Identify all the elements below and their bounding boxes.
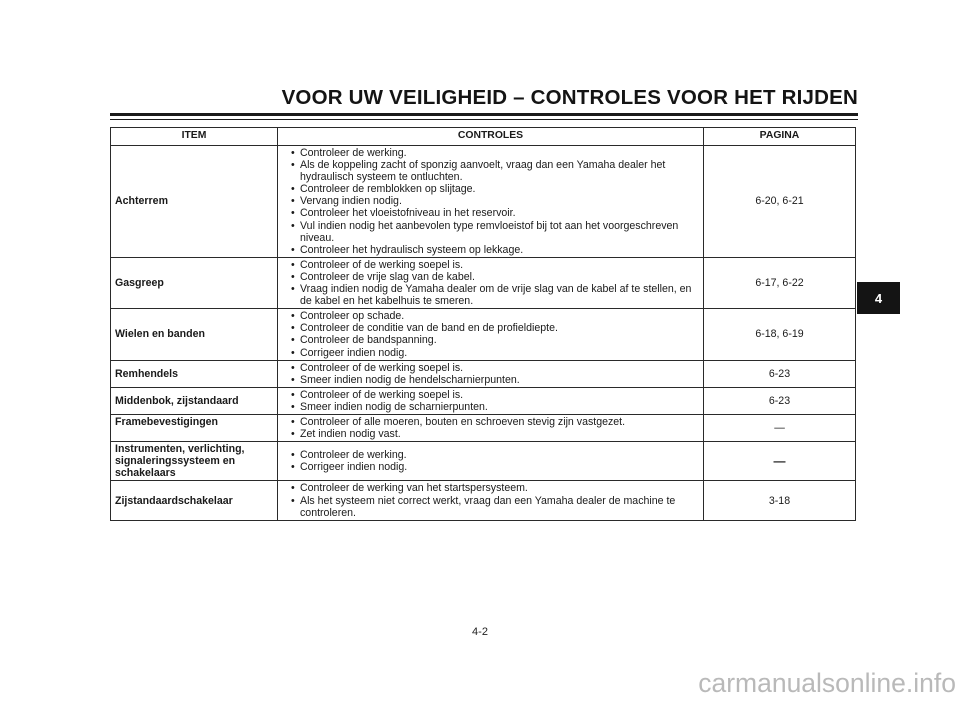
table-row: [111, 387, 856, 414]
check-item: • Controleer of de werking soepel is.: [291, 362, 700, 374]
row-item: Zijstandaardschakelaar: [111, 481, 278, 520]
check-item: • Controleer het vloeistofniveau in het reservoir.: [291, 207, 700, 219]
chapter-tab: 4: [857, 282, 900, 314]
row-checks: [278, 309, 704, 360]
row-checks: [278, 387, 704, 414]
row-page: —: [704, 442, 856, 481]
check-item: • Vraag indien nodig de Yamaha dealer om de vrije slag van de kabel af te stellen, en de kabel en het kabelhuis te smeren.: [291, 283, 700, 307]
check-item: • Controleer het hydraulisch systeem op lekkage.: [291, 244, 700, 256]
page-title: VOOR UW VEILIGHEID – CONTROLES VOOR HET RIJDEN: [281, 86, 858, 109]
row-item: Wielen en banden: [111, 309, 278, 360]
page-number: 4-2: [472, 626, 488, 638]
check-item: • Controleer de remblokken op slijtage.: [291, 183, 700, 195]
check-item: • Vervang indien nodig.: [291, 195, 700, 207]
check-item: • Corrigeer indien nodig.: [291, 461, 700, 473]
row-page: 6-17, 6-22: [704, 257, 856, 308]
row-item: Gasgreep: [111, 257, 278, 308]
table-row: [111, 257, 856, 308]
check-item: • Zet indien nodig vast.: [291, 428, 700, 440]
title-rule-thin: [110, 119, 858, 120]
row-checks: [278, 146, 704, 258]
check-item: • Als de koppeling zacht of sponzig aanvoelt, vraag dan een Yamaha dealer het hydraulisch systeem te ontluchten.: [291, 159, 700, 183]
table-row: [111, 481, 856, 520]
checks-table: [110, 127, 856, 521]
row-item: Achterrem: [111, 146, 278, 258]
check-item: • Smeer indien nodig de hendelscharnierpunten.: [291, 374, 700, 386]
row-checks: [278, 442, 704, 481]
check-item: • Controleer de conditie van de band en de profieldiepte.: [291, 322, 700, 334]
row-checks: [278, 360, 704, 387]
checks-table-container: [110, 127, 855, 521]
title-rule-thick: [110, 113, 858, 116]
check-item: • Controleer de werking.: [291, 449, 700, 461]
table-row: [111, 360, 856, 387]
row-page: 6-23: [704, 360, 856, 387]
check-item: • Controleer of de werking soepel is.: [291, 389, 700, 401]
check-item: • Controleer of alle moeren, bouten en schroeven stevig zijn vastgezet.: [291, 416, 700, 428]
row-item: Middenbok, zijstandaard: [111, 387, 278, 414]
row-checks: [278, 257, 704, 308]
table-row: [111, 146, 856, 258]
watermark: carmanualsonline.info: [698, 668, 956, 698]
column-header-checks: CONTROLES: [278, 128, 704, 146]
row-page: 6-18, 6-19: [704, 309, 856, 360]
row-checks: [278, 414, 704, 441]
column-header-item: ITEM: [111, 128, 278, 146]
check-item: • Controleer op schade.: [291, 310, 700, 322]
row-item: Framebevestigingen: [111, 414, 278, 441]
row-item: Remhendels: [111, 360, 278, 387]
check-item: • Controleer de werking.: [291, 147, 700, 159]
table-row: [111, 414, 856, 441]
row-page: 6-23: [704, 387, 856, 414]
check-item: • Controleer de vrije slag van de kabel.: [291, 271, 700, 283]
row-page: —: [704, 414, 856, 441]
check-item: • Smeer indien nodig de scharnierpunten.: [291, 401, 700, 413]
table-row: [111, 309, 856, 360]
column-header-page: PAGINA: [704, 128, 856, 146]
check-item: • Controleer of de werking soepel is.: [291, 259, 700, 271]
check-item: • Vul indien nodig het aanbevolen type remvloeistof bij tot aan het voorgeschreven niveau.: [291, 220, 700, 244]
row-page: 6-20, 6-21: [704, 146, 856, 258]
row-checks: [278, 481, 704, 520]
check-item: • Controleer de werking van het startspersysteem.: [291, 482, 700, 494]
table-header-row: [111, 128, 856, 146]
check-item: • Als het systeem niet correct werkt, vraag dan een Yamaha dealer de machine te controleren.: [291, 495, 700, 519]
check-item: • Corrigeer indien nodig.: [291, 347, 700, 359]
check-item: • Controleer de bandspanning.: [291, 334, 700, 346]
row-item: Instrumenten, verlichting, signaleringssysteem en schakelaars: [111, 442, 278, 481]
table-row: [111, 442, 856, 481]
row-page: 3-18: [704, 481, 856, 520]
